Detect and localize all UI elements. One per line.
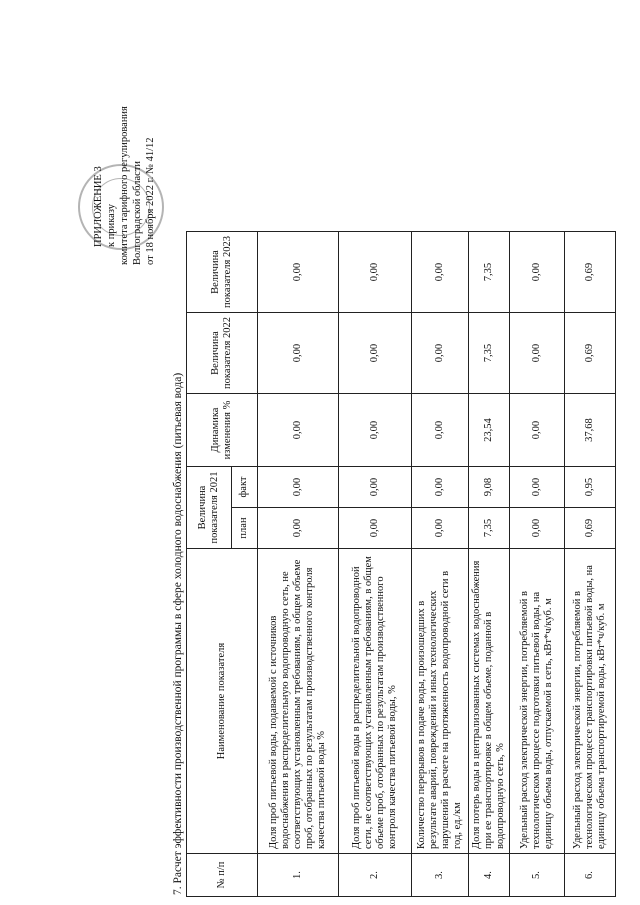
row-2023: 0,69 bbox=[565, 232, 616, 313]
appendix-line1: к приказу bbox=[106, 204, 117, 247]
table-row bbox=[412, 232, 469, 897]
row-fact: 9,08 bbox=[469, 467, 510, 508]
row-name: Количество перерывов в подаче воды, произошедших в результате аварий, повреждений и иных технологических нарушений в расчете на протяженность водопроводной сети в год, ед./км bbox=[412, 549, 469, 854]
row-num: 5. bbox=[510, 854, 565, 897]
table-row bbox=[565, 232, 616, 897]
row-plan: 7,35 bbox=[469, 508, 510, 549]
appendix-line2: комитета тарифного регулирования bbox=[119, 106, 130, 265]
row-dynamics: 37,68 bbox=[565, 394, 616, 467]
row-2022: 7,35 bbox=[469, 313, 510, 394]
row-dynamics: 0,00 bbox=[258, 394, 339, 467]
row-name: Удельный расход электрической энергии, потребляемой в технологическом процессе транспортировки питьевой воды, на единицу объема транспортируемой воды, кВт*ч/куб. м bbox=[565, 549, 616, 854]
row-dynamics: 0,00 bbox=[339, 394, 412, 467]
row-2023: 0,00 bbox=[339, 232, 412, 313]
header-2021: Величина показателя 2021 bbox=[187, 467, 232, 549]
header-name: Наименование показателя bbox=[187, 549, 258, 854]
row-fact: 0,00 bbox=[258, 467, 339, 508]
row-name: Доля проб питьевой воды в распределительной водопроводной сети, не соответствующих установленным требованиям, в общем объеме проб, отобранных по результатам производственного контроля качества питьевой воды, % bbox=[339, 549, 412, 854]
table-row bbox=[510, 232, 565, 897]
header-plan: план bbox=[231, 508, 257, 549]
row-2022: 0,00 bbox=[510, 313, 565, 394]
row-plan: 0,00 bbox=[258, 508, 339, 549]
row-name: Доля потерь воды в централизованных системах водоснабжения при ее транспортировке в общем объеме, поданной в водопроводную сеть, % bbox=[469, 549, 510, 854]
row-fact: 0,95 bbox=[565, 467, 616, 508]
row-plan: 0,00 bbox=[510, 508, 565, 549]
row-2022: 0,69 bbox=[565, 313, 616, 394]
header-fact: факт bbox=[231, 467, 257, 508]
row-fact: 0,00 bbox=[412, 467, 469, 508]
header-2023: Величина показателя 2023 bbox=[187, 232, 258, 313]
row-2023: 0,00 bbox=[510, 232, 565, 313]
row-dynamics: 23,54 bbox=[469, 394, 510, 467]
appendix-title: ПРИЛОЖЕНИЕ 3 bbox=[93, 166, 104, 247]
row-name: Удельный расход электрической энергии, потребляемой в технологическом процессе подготовки питьевой воды, на единицу объема воды, отпускаемой в сеть, кВт*ч/куб. м bbox=[510, 549, 565, 854]
row-num: 4. bbox=[469, 854, 510, 897]
section-title: 7. Расчет эффективности производственной программы в сфере холодного водоснабжения (питьевая вода) bbox=[172, 372, 184, 895]
appendix-line3: Волгоградской области bbox=[132, 160, 143, 265]
row-2022: 0,00 bbox=[412, 313, 469, 394]
row-num: 6. bbox=[565, 854, 616, 897]
appendix-line4: от 18 ноября 2022 г. № 41/12 bbox=[145, 137, 156, 265]
header-dynamics: Динамика изменения % bbox=[187, 394, 258, 467]
row-num: 3. bbox=[412, 854, 469, 897]
row-fact: 0,00 bbox=[510, 467, 565, 508]
table-row bbox=[258, 232, 339, 897]
row-fact: 0,00 bbox=[339, 467, 412, 508]
row-num: 2. bbox=[339, 854, 412, 897]
row-plan: 0,00 bbox=[412, 508, 469, 549]
table-row bbox=[339, 232, 412, 897]
efficiency-table bbox=[186, 231, 616, 897]
row-plan: 0,69 bbox=[565, 508, 616, 549]
header-2022: Величина показателя 2022 bbox=[187, 313, 258, 394]
row-num: 1. bbox=[258, 854, 339, 897]
row-2023: 7,35 bbox=[469, 232, 510, 313]
row-name: Доля проб питьевой воды, подаваемой с источников водоснабжения в распределительную водопроводную сеть, не соответствующих установленным требованиям, в общем объеме проб, отобранных по результатам производственного контроля качества питьевой воды % bbox=[258, 549, 339, 854]
row-dynamics: 0,00 bbox=[412, 394, 469, 467]
row-dynamics: 0,00 bbox=[510, 394, 565, 467]
row-plan: 0,00 bbox=[339, 508, 412, 549]
appendix-header bbox=[92, 65, 157, 265]
table-header-row bbox=[187, 232, 232, 897]
row-2022: 0,00 bbox=[339, 313, 412, 394]
header-num: № п/п bbox=[187, 854, 258, 897]
row-2023: 0,00 bbox=[412, 232, 469, 313]
row-2022: 0,00 bbox=[258, 313, 339, 394]
row-2023: 0,00 bbox=[258, 232, 339, 313]
table-row bbox=[469, 232, 510, 897]
